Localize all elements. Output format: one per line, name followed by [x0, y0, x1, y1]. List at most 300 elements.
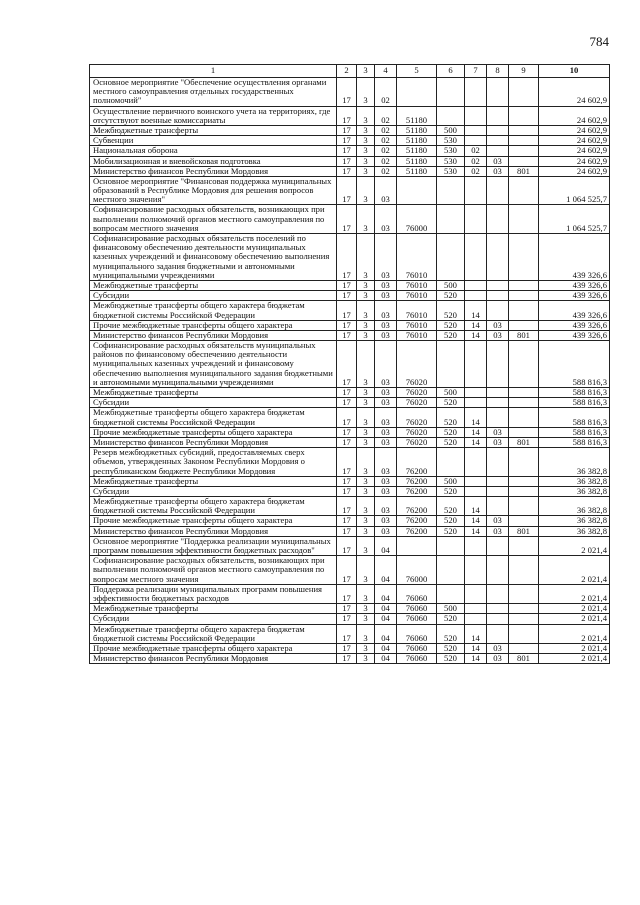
table-row	[90, 654, 610, 664]
row-col3-cell: 3	[357, 624, 375, 643]
row-col9-cell	[509, 234, 539, 281]
row-col5-cell	[397, 78, 437, 107]
row-col5-cell: 76060	[397, 604, 437, 614]
row-col4-cell: 03	[375, 330, 397, 340]
row-amount-cell: 36 382,8	[539, 448, 610, 477]
row-col9-cell: 801	[509, 437, 539, 447]
table-row	[90, 146, 610, 156]
row-col9-cell	[509, 476, 539, 486]
row-col7-cell	[465, 448, 487, 477]
row-col6-cell: 520	[437, 614, 465, 624]
row-col2-cell: 17	[337, 136, 357, 146]
header-cell-3: 3	[357, 65, 375, 78]
row-col9-cell	[509, 614, 539, 624]
row-col4-cell: 02	[375, 106, 397, 125]
row-col7-cell	[465, 125, 487, 135]
row-col3-cell: 3	[357, 536, 375, 555]
row-col5-cell: 51180	[397, 156, 437, 166]
table-row	[90, 437, 610, 447]
table-row	[90, 624, 610, 643]
row-col6-cell	[437, 448, 465, 477]
row-col7-cell: 14	[465, 320, 487, 330]
row-col8-cell: 03	[487, 320, 509, 330]
row-name-cell: Субвенции	[90, 136, 337, 146]
row-amount-cell: 2 021,4	[539, 654, 610, 664]
row-col8-cell	[487, 146, 509, 156]
row-amount-cell: 36 382,8	[539, 486, 610, 496]
row-col8-cell	[487, 176, 509, 205]
row-col8-cell: 03	[487, 516, 509, 526]
row-col3-cell: 3	[357, 291, 375, 301]
row-col8-cell: 03	[487, 156, 509, 166]
row-col5-cell: 76010	[397, 301, 437, 320]
table-row	[90, 388, 610, 398]
row-col7-cell: 14	[465, 301, 487, 320]
row-name-cell: Межбюджетные трансферты общего характера бюджетам бюджетной системы Российской Федерации	[90, 301, 337, 320]
row-col7-cell	[465, 78, 487, 107]
row-col4-cell: 02	[375, 146, 397, 156]
row-col5-cell: 76020	[397, 341, 437, 388]
row-col5-cell: 76010	[397, 291, 437, 301]
row-col4-cell: 03	[375, 388, 397, 398]
row-col9-cell	[509, 280, 539, 290]
row-col9-cell	[509, 136, 539, 146]
row-col5-cell: 76000	[397, 205, 437, 234]
row-col7-cell: 14	[465, 624, 487, 643]
row-col3-cell: 3	[357, 341, 375, 388]
row-name-cell: Межбюджетные трансферты общего характера бюджетам бюджетной системы Российской Федерации	[90, 497, 337, 516]
header-cell-4: 4	[375, 65, 397, 78]
row-col2-cell: 17	[337, 614, 357, 624]
row-col2-cell: 17	[337, 291, 357, 301]
row-col9-cell	[509, 624, 539, 643]
row-col4-cell: 04	[375, 604, 397, 614]
row-amount-cell: 588 816,3	[539, 398, 610, 408]
table-row	[90, 301, 610, 320]
row-col3-cell: 3	[357, 320, 375, 330]
row-col4-cell: 04	[375, 654, 397, 664]
row-col9-cell	[509, 320, 539, 330]
row-col6-cell: 530	[437, 166, 465, 176]
row-col2-cell: 17	[337, 341, 357, 388]
row-col4-cell: 03	[375, 476, 397, 486]
row-col8-cell	[487, 280, 509, 290]
row-col5-cell: 76020	[397, 437, 437, 447]
row-col8-cell	[487, 497, 509, 516]
row-amount-cell: 439 326,6	[539, 234, 610, 281]
row-col4-cell: 04	[375, 556, 397, 585]
row-col8-cell	[487, 476, 509, 486]
row-amount-cell: 36 382,8	[539, 526, 610, 536]
row-name-cell: Межбюджетные трансферты	[90, 125, 337, 135]
row-col7-cell: 14	[465, 643, 487, 653]
row-col6-cell: 520	[437, 516, 465, 526]
table-row	[90, 156, 610, 166]
row-col2-cell: 17	[337, 643, 357, 653]
row-name-cell: Прочие межбюджетные трансферты общего характера	[90, 320, 337, 330]
row-col7-cell	[465, 556, 487, 585]
row-name-cell: Основное мероприятие "Обеспечение осуществления органами местного самоуправления отдельных государственных полномочий"	[90, 78, 337, 107]
row-col3-cell: 3	[357, 448, 375, 477]
row-name-cell: Межбюджетные трансферты	[90, 388, 337, 398]
row-col5-cell: 76010	[397, 234, 437, 281]
row-col4-cell: 03	[375, 526, 397, 536]
table-row	[90, 166, 610, 176]
row-col5-cell: 76060	[397, 643, 437, 653]
row-col4-cell: 04	[375, 536, 397, 555]
row-col4-cell: 03	[375, 301, 397, 320]
row-name-cell: Межбюджетные трансферты	[90, 604, 337, 614]
row-col8-cell	[487, 448, 509, 477]
row-col6-cell: 530	[437, 156, 465, 166]
row-col7-cell	[465, 234, 487, 281]
table-row	[90, 280, 610, 290]
row-col7-cell	[465, 136, 487, 146]
row-col6-cell: 520	[437, 526, 465, 536]
row-col3-cell: 3	[357, 176, 375, 205]
row-name-cell: Поддержка реализации муниципальных программ повышения эффективности бюджетных расходов	[90, 584, 337, 603]
row-amount-cell: 2 021,4	[539, 556, 610, 585]
row-col3-cell: 3	[357, 301, 375, 320]
row-col8-cell	[487, 125, 509, 135]
row-col9-cell	[509, 536, 539, 555]
row-col4-cell: 03	[375, 497, 397, 516]
row-col2-cell: 17	[337, 497, 357, 516]
row-col9-cell: 801	[509, 654, 539, 664]
row-amount-cell: 24 602,9	[539, 156, 610, 166]
row-col4-cell: 03	[375, 291, 397, 301]
row-name-cell: Субсидии	[90, 291, 337, 301]
table-row	[90, 176, 610, 205]
row-col9-cell	[509, 106, 539, 125]
row-col8-cell	[487, 136, 509, 146]
row-col6-cell: 530	[437, 146, 465, 156]
row-col5-cell: 76200	[397, 476, 437, 486]
row-name-cell: Министерство финансов Республики Мордовия	[90, 654, 337, 664]
row-col2-cell: 17	[337, 205, 357, 234]
row-col3-cell: 3	[357, 486, 375, 496]
row-name-cell: Субсидии	[90, 398, 337, 408]
row-name-cell: Прочие межбюджетные трансферты общего характера	[90, 643, 337, 653]
header-row	[90, 65, 610, 78]
row-col4-cell: 03	[375, 205, 397, 234]
row-col2-cell: 17	[337, 476, 357, 486]
row-col9-cell	[509, 78, 539, 107]
table-body	[90, 65, 610, 664]
row-col3-cell: 3	[357, 516, 375, 526]
row-col8-cell	[487, 341, 509, 388]
row-col4-cell: 03	[375, 486, 397, 496]
row-name-cell: Софинансирование расходных обязательств поселений по финансовому обеспечению деятельности муниципальных казенных учреждений и финансовому обеспечению выполнения муниципального задания бюджетными и автономными муниципальными учреждениями	[90, 234, 337, 281]
table-row	[90, 604, 610, 614]
row-col6-cell	[437, 176, 465, 205]
row-col4-cell: 04	[375, 614, 397, 624]
row-col5-cell: 76020	[397, 398, 437, 408]
table-row	[90, 476, 610, 486]
table-row	[90, 536, 610, 555]
table-row	[90, 643, 610, 653]
row-col9-cell	[509, 584, 539, 603]
row-amount-cell: 439 326,6	[539, 320, 610, 330]
row-col5-cell: 51180	[397, 136, 437, 146]
row-col7-cell: 14	[465, 654, 487, 664]
row-col4-cell: 04	[375, 584, 397, 603]
row-col4-cell: 03	[375, 234, 397, 281]
row-col5-cell: 51180	[397, 106, 437, 125]
row-col2-cell: 17	[337, 604, 357, 614]
table-row	[90, 526, 610, 536]
row-col6-cell: 520	[437, 320, 465, 330]
row-col6-cell: 520	[437, 398, 465, 408]
row-col8-cell	[487, 584, 509, 603]
row-amount-cell: 588 816,3	[539, 388, 610, 398]
row-col7-cell: 14	[465, 497, 487, 516]
table-row	[90, 584, 610, 603]
row-col4-cell: 02	[375, 125, 397, 135]
row-col3-cell: 3	[357, 437, 375, 447]
row-col9-cell	[509, 301, 539, 320]
row-col6-cell: 530	[437, 136, 465, 146]
row-col4-cell: 03	[375, 320, 397, 330]
row-col3-cell: 3	[357, 497, 375, 516]
row-col5-cell: 76010	[397, 330, 437, 340]
row-col7-cell: 02	[465, 146, 487, 156]
row-col6-cell: 520	[437, 497, 465, 516]
row-col6-cell	[437, 584, 465, 603]
row-name-cell: Субсидии	[90, 486, 337, 496]
row-col3-cell: 3	[357, 280, 375, 290]
table-row	[90, 427, 610, 437]
row-col6-cell	[437, 341, 465, 388]
row-amount-cell: 1 064 525,7	[539, 176, 610, 205]
row-col9-cell: 801	[509, 166, 539, 176]
row-name-cell: Софинансирование расходных обязательств муниципальных районов по финансовому обеспечению деятельности муниципальных казенных учреждений и финансовому обеспечению выполнения муниципального задания бюджетными и автономными муниципальными учреждениями	[90, 341, 337, 388]
row-col7-cell: 02	[465, 156, 487, 166]
table-row	[90, 614, 610, 624]
row-amount-cell: 588 816,3	[539, 427, 610, 437]
row-col9-cell	[509, 643, 539, 653]
row-amount-cell: 2 021,4	[539, 604, 610, 614]
row-col6-cell: 520	[437, 291, 465, 301]
header-cell-10: 10	[539, 65, 610, 78]
row-col7-cell: 14	[465, 427, 487, 437]
row-col8-cell	[487, 556, 509, 585]
row-col7-cell	[465, 476, 487, 486]
row-col9-cell	[509, 486, 539, 496]
row-col8-cell: 03	[487, 526, 509, 536]
row-col8-cell	[487, 234, 509, 281]
table-row	[90, 330, 610, 340]
row-col3-cell: 3	[357, 427, 375, 437]
row-col2-cell: 17	[337, 146, 357, 156]
row-name-cell: Субсидии	[90, 614, 337, 624]
row-col3-cell: 3	[357, 614, 375, 624]
row-col5-cell: 76020	[397, 408, 437, 427]
header-cell-7: 7	[465, 65, 487, 78]
row-col8-cell	[487, 486, 509, 496]
row-amount-cell: 439 326,6	[539, 291, 610, 301]
row-col3-cell: 3	[357, 125, 375, 135]
row-col4-cell: 03	[375, 398, 397, 408]
row-col2-cell: 17	[337, 156, 357, 166]
row-col3-cell: 3	[357, 166, 375, 176]
row-col7-cell: 14	[465, 408, 487, 427]
row-col8-cell	[487, 614, 509, 624]
row-col3-cell: 3	[357, 234, 375, 281]
row-col6-cell	[437, 536, 465, 555]
row-col2-cell: 17	[337, 301, 357, 320]
row-amount-cell: 588 816,3	[539, 341, 610, 388]
row-col5-cell: 76060	[397, 624, 437, 643]
row-col7-cell	[465, 106, 487, 125]
row-col5-cell	[397, 176, 437, 205]
table-row	[90, 556, 610, 585]
row-col8-cell	[487, 408, 509, 427]
row-col5-cell	[397, 536, 437, 555]
row-name-cell: Основное мероприятие "Поддержка реализации муниципальных программ повышения эффективности бюджетных расходов"	[90, 536, 337, 555]
row-col7-cell: 14	[465, 437, 487, 447]
row-name-cell: Министерство финансов Республики Мордовия	[90, 330, 337, 340]
row-col5-cell: 51180	[397, 146, 437, 156]
header-cell-6: 6	[437, 65, 465, 78]
row-col5-cell: 76200	[397, 448, 437, 477]
row-name-cell: Межбюджетные трансферты общего характера бюджетам бюджетной системы Российской Федерации	[90, 408, 337, 427]
row-col3-cell: 3	[357, 398, 375, 408]
row-col8-cell: 03	[487, 427, 509, 437]
row-col3-cell: 3	[357, 156, 375, 166]
row-col5-cell: 76200	[397, 516, 437, 526]
row-amount-cell: 24 602,9	[539, 106, 610, 125]
row-amount-cell: 36 382,8	[539, 516, 610, 526]
row-amount-cell: 439 326,6	[539, 280, 610, 290]
row-col5-cell: 76200	[397, 526, 437, 536]
row-col3-cell: 3	[357, 388, 375, 398]
row-col8-cell	[487, 301, 509, 320]
header-cell-9: 9	[509, 65, 539, 78]
row-col5-cell: 51180	[397, 166, 437, 176]
row-amount-cell: 588 816,3	[539, 437, 610, 447]
row-col7-cell: 14	[465, 516, 487, 526]
row-col7-cell: 14	[465, 330, 487, 340]
row-col4-cell: 04	[375, 643, 397, 653]
row-col9-cell	[509, 398, 539, 408]
row-col3-cell: 3	[357, 136, 375, 146]
row-col7-cell	[465, 388, 487, 398]
row-col9-cell: 801	[509, 330, 539, 340]
row-col2-cell: 17	[337, 526, 357, 536]
row-col3-cell: 3	[357, 78, 375, 107]
header-cell-5: 5	[397, 65, 437, 78]
row-col9-cell	[509, 205, 539, 234]
table-row	[90, 341, 610, 388]
row-col7-cell	[465, 614, 487, 624]
row-col5-cell: 76020	[397, 388, 437, 398]
row-col9-cell	[509, 604, 539, 614]
row-col3-cell: 3	[357, 146, 375, 156]
row-col2-cell: 17	[337, 448, 357, 477]
row-col2-cell: 17	[337, 125, 357, 135]
row-col8-cell	[487, 78, 509, 107]
row-amount-cell: 24 602,9	[539, 78, 610, 107]
table-row	[90, 486, 610, 496]
table-row	[90, 398, 610, 408]
row-col7-cell	[465, 604, 487, 614]
row-col5-cell: 76000	[397, 556, 437, 585]
row-col4-cell: 02	[375, 136, 397, 146]
row-col6-cell: 520	[437, 654, 465, 664]
table-row	[90, 234, 610, 281]
table-row	[90, 106, 610, 125]
row-col7-cell	[465, 280, 487, 290]
row-col4-cell: 02	[375, 166, 397, 176]
row-col7-cell	[465, 584, 487, 603]
row-col9-cell: 801	[509, 526, 539, 536]
row-amount-cell: 439 326,6	[539, 301, 610, 320]
row-amount-cell: 2 021,4	[539, 643, 610, 653]
row-col2-cell: 17	[337, 330, 357, 340]
row-col7-cell	[465, 205, 487, 234]
budget-table	[89, 64, 610, 664]
row-name-cell: Софинансирование расходных обязательств, возникающих при выполнении полномочий органов местного самоуправления по вопросам местного значения	[90, 205, 337, 234]
row-col4-cell: 03	[375, 341, 397, 388]
row-col4-cell: 03	[375, 427, 397, 437]
row-col3-cell: 3	[357, 584, 375, 603]
table-row	[90, 497, 610, 516]
table-row	[90, 205, 610, 234]
row-col6-cell	[437, 234, 465, 281]
row-col9-cell	[509, 156, 539, 166]
row-col7-cell	[465, 291, 487, 301]
row-col9-cell	[509, 448, 539, 477]
row-col2-cell: 17	[337, 234, 357, 281]
row-col9-cell	[509, 146, 539, 156]
table-row	[90, 136, 610, 146]
row-col3-cell: 3	[357, 205, 375, 234]
row-name-cell: Прочие межбюджетные трансферты общего характера	[90, 427, 337, 437]
row-col6-cell: 500	[437, 604, 465, 614]
row-col9-cell	[509, 427, 539, 437]
row-col6-cell: 520	[437, 301, 465, 320]
row-name-cell: Мобилизационная и вневойсковая подготовка	[90, 156, 337, 166]
row-col9-cell	[509, 388, 539, 398]
row-col7-cell	[465, 536, 487, 555]
row-col8-cell	[487, 536, 509, 555]
row-col3-cell: 3	[357, 330, 375, 340]
row-col6-cell	[437, 205, 465, 234]
row-name-cell: Софинансирование расходных обязательств, возникающих при выполнении полномочий органов местного самоуправления по вопросам местного значения	[90, 556, 337, 585]
row-col4-cell: 02	[375, 78, 397, 107]
row-col9-cell	[509, 516, 539, 526]
row-amount-cell: 36 382,8	[539, 497, 610, 516]
row-amount-cell: 1 064 525,7	[539, 205, 610, 234]
row-col7-cell	[465, 398, 487, 408]
row-col8-cell	[487, 624, 509, 643]
row-col2-cell: 17	[337, 437, 357, 447]
row-col7-cell	[465, 486, 487, 496]
row-col3-cell: 3	[357, 408, 375, 427]
row-name-cell: Министерство финансов Республики Мордовия	[90, 166, 337, 176]
row-col3-cell: 3	[357, 106, 375, 125]
row-col4-cell: 03	[375, 516, 397, 526]
row-col5-cell: 76060	[397, 654, 437, 664]
row-col6-cell: 520	[437, 427, 465, 437]
row-col8-cell	[487, 205, 509, 234]
row-col8-cell	[487, 106, 509, 125]
row-name-cell: Министерство финансов Республики Мордовия	[90, 437, 337, 447]
row-col2-cell: 17	[337, 176, 357, 205]
row-amount-cell: 24 602,9	[539, 146, 610, 156]
row-col7-cell: 02	[465, 166, 487, 176]
